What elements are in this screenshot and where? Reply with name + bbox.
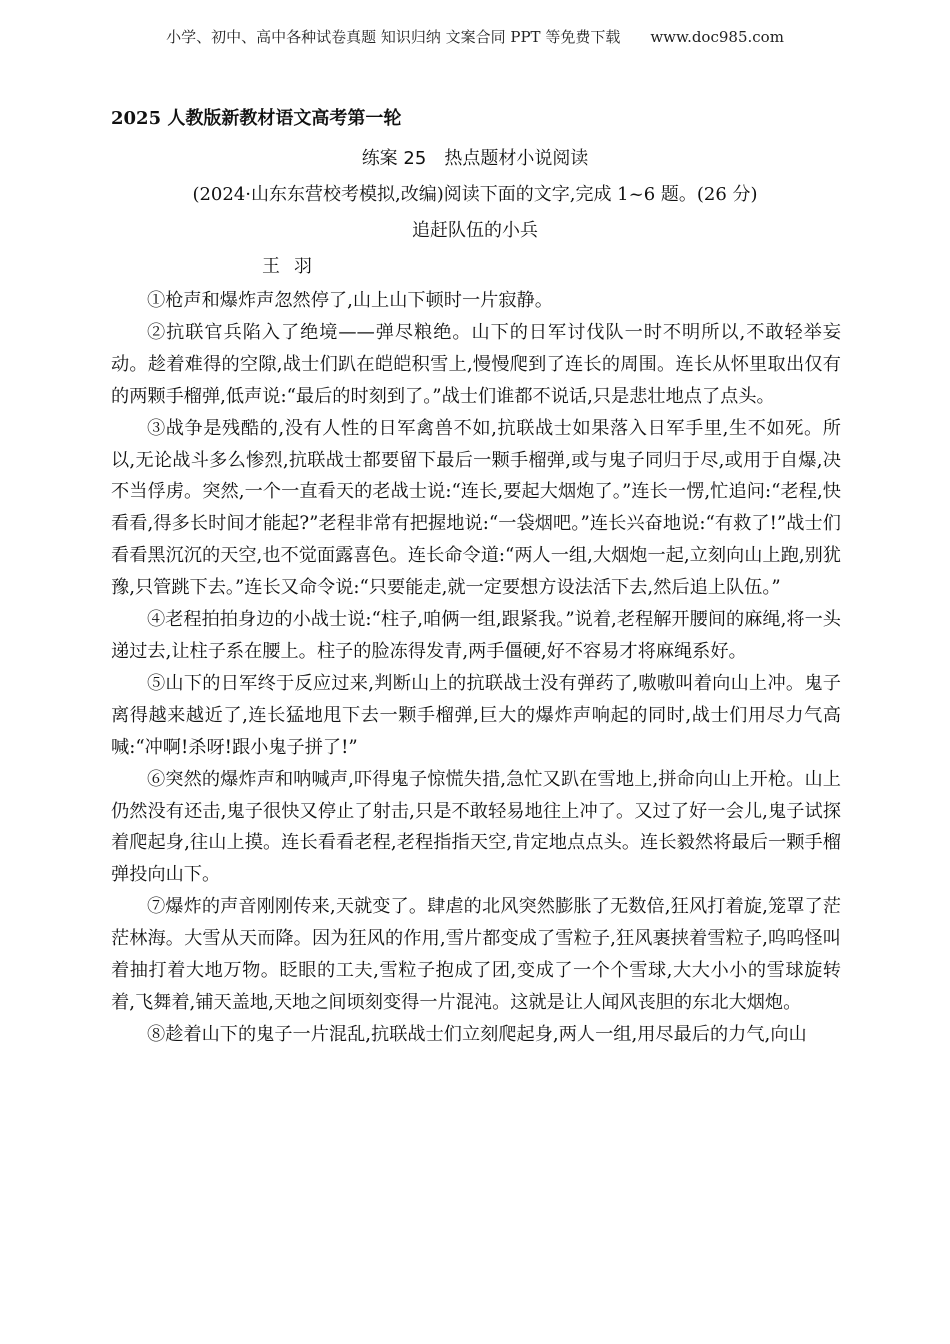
site-header-banner: 小学、初中、高中各种试卷真题 知识归纳 文案合同 PPT 等免费下载 www.doc985.com bbox=[166, 28, 784, 46]
story-title: 追赶队伍的小兵 bbox=[412, 220, 538, 241]
lesson-title: 练案 25 热点题材小说阅读 bbox=[361, 148, 589, 169]
paragraph-2: ②抗联官兵陷入了绝境——弹尽粮绝。山下的日军讨伐队一时不明所以,不敢轻举妄动。趁着难得的空隙,战士们趴在皑皑积雪上,慢慢爬到了连长的周围。连长从怀里取出仅有的两颗手榴弹,低声说:“最后的时刻到了。”战士们谁都不说话,只是悲壮地点了点头。 bbox=[111, 321, 841, 407]
paragraph-7: ⑦爆炸的声音刚刚传来,天就变了。肆虐的北风突然膨胀了无数倍,狂风打着旋,笼罩了茫茫林海。大雪从天而降。因为狂风的作用,雪片都变成了雪粒子,狂风裹挟着雪粒子,呜呜怪叫着抽打着大地万物。眨眼的工夫,雪粒子抱成了团,变成了一个个雪球,大大小小的雪球旋转着,飞舞着,铺天盖地,天地之间顷刻变得一片混沌。这就是让人闻风丧胆的东北大烟炮。 bbox=[111, 896, 841, 1013]
paragraph-5: ⑤山下的日军终于反应过来,判断山上的抗联战士没有弹药了,嗷嗷叫着向山上冲。鬼子离得越来越近了,连长猛地甩下去一颗手榴弹,巨大的爆炸声响起的同时,战士们用尽力气高喊:“冲啊!杀呀!跟小鬼子拼了!” bbox=[111, 672, 841, 758]
story-body bbox=[111, 285, 841, 1051]
paragraph-3: ③战争是残酷的,没有人性的日军禽兽不如,抗联战士如果落入日军手里,生不如死。所以,无论战斗多么惨烈,抗联战士都要留下最后一颗手榴弹,或与鬼子同归于尽,或用于自爆,决不当俘虏。突然,一个一直看天的老战士说:“连长,要起大烟炮了。”连长一愣,忙追问:“老程,快看看,得多长时间才能起?”老程非常有把握地说:“一袋烟吧。”连长兴奋地说:“有救了!”战士们看看黑沉沉的天空,也不觉面露喜色。连长命令道:“两人一组,大烟炮一起,立刻向山上跑,别犹豫,只管跳下去。”连长又命令说:“只要能走,就一定要想方设法活下去,然后追上队伍。” bbox=[111, 417, 841, 599]
book-title: 2025 人教版新教材语文高考第一轮 bbox=[111, 108, 402, 129]
paragraph-4: ④老程拍拍身边的小战士说:“柱子,咱俩一组,跟紧我。”说着,老程解开腰间的麻绳,将一头递过去,让柱子系在腰上。柱子的脸冻得发青,两手僵硬,好不容易才将麻绳系好。 bbox=[111, 609, 841, 662]
source-instruction: (2024·山东东营校考模拟,改编)阅读下面的文字,完成 1~6 题。(26 分) bbox=[192, 184, 758, 205]
paragraph-1: ①枪声和爆炸声忽然停了,山上山下顿时一片寂静。 bbox=[147, 290, 553, 311]
paragraph-8: ⑧趁着山下的鬼子一片混乱,抗联战士们立刻爬起身,两人一组,用尽最后的力气,向山 bbox=[147, 1023, 807, 1045]
paragraph-6: ⑥突然的爆炸声和呐喊声,吓得鬼子惊慌失措,急忙又趴在雪地上,拼命向山上开枪。山上仍然没有还击,鬼子很快又停止了射击,只是不敢轻易地往上冲了。又过了好一会儿,鬼子试探着爬起身,往山上摸。连长看看老程,老程指指天空,肯定地点点头。连长毅然将最后一颗手榴弹投向山下。 bbox=[111, 768, 841, 886]
author-name: 王羽 bbox=[262, 256, 326, 277]
